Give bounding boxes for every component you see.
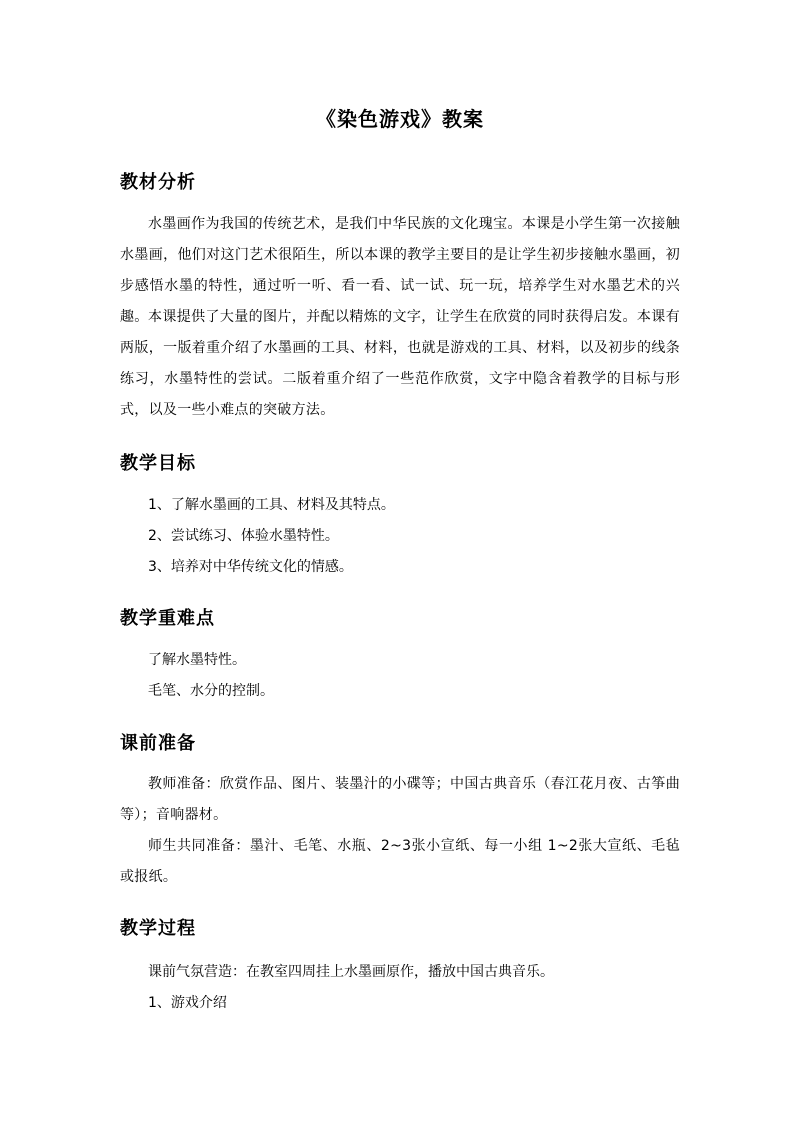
process-item-1: 课前气氛营造：在教室四周挂上水墨画原作，播放中国古典音乐。	[148, 964, 554, 980]
process-item-2: 1、游戏介绍	[148, 995, 227, 1011]
preparation-paragraph-teacher: 教师准备：欣赏作品、图片、装墨汁的小碟等；中国古典音乐（春江花月夜、古筝曲等）；音响器材。	[120, 776, 680, 823]
preparation-paragraph-shared: 师生共同准备：墨汁、毛笔、水瓶、2~3张小宣纸、每一小组 1~2张大宣纸、毛毡或报纸。	[120, 838, 680, 885]
section-heading-objectives: 教学目标	[120, 453, 196, 474]
objective-item-1: 1、了解水墨画的工具、材料及其特点。	[148, 497, 395, 513]
analysis-paragraph-2: 本课提供了大量的图片，并配以精炼的文字，让学生在欣赏的同时获得启发。本课有两版，一版着重介绍了水墨画的工具、材料，也就是游戏的工具、材料，以及初步的线条练习，水墨特性的尝试。二版着重介绍了一些范作欣赏，文字中隐含着教学的目标与形式，以及一些小难点的突破方法。	[120, 309, 680, 418]
analysis-paragraph-1: 水墨画作为我国的传统艺术，是我们中华民族的文化瑰宝。本课是小学生第一次接触水墨画，他们对这门艺术很陌生，所以本课的教学主要目的是让学生初步接触水墨画，初步感悟水墨的特性，通过听一听、看一看、试一试、玩一玩，培养学生对水墨艺术的兴趣。	[120, 216, 680, 325]
section-heading-key-points: 教学重难点	[120, 608, 215, 629]
section-heading-preparation: 课前准备	[120, 733, 196, 754]
document-title: 《染色游戏》教案	[316, 107, 484, 131]
objective-item-3: 3、培养对中华传统文化的情感。	[148, 559, 353, 575]
document-page	[120, 0, 680, 1123]
objective-item-2: 2、尝试练习、体验水墨特性。	[148, 528, 339, 544]
key-point-item-1: 了解水墨特性。	[148, 652, 246, 668]
key-point-item-2: 毛笔、水分的控制。	[148, 683, 274, 699]
section-heading-process: 教学过程	[120, 918, 196, 939]
section-heading-analysis: 教材分析	[120, 172, 196, 193]
